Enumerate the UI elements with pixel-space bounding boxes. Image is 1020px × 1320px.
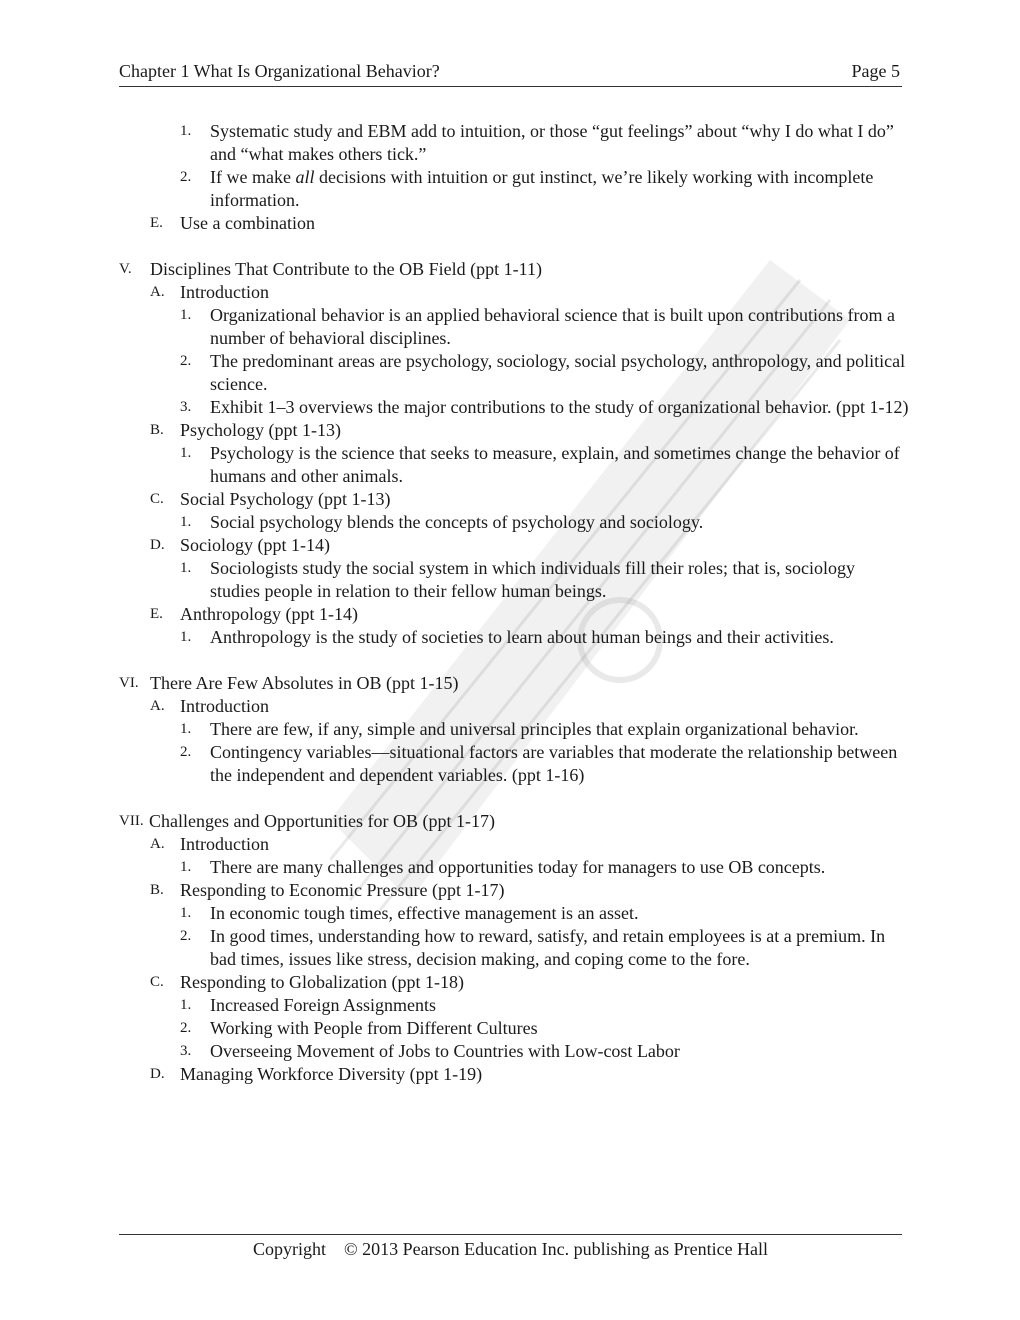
list-marker: 3. (180, 1043, 192, 1059)
list-marker: 1. (180, 307, 192, 323)
list-marker: D. (150, 537, 165, 553)
chapter-title: Chapter 1 What Is Organizational Behavior? (119, 61, 440, 81)
list-item (119, 442, 909, 488)
subsection-item (119, 534, 909, 557)
subsection-item (119, 971, 909, 994)
section-heading (119, 810, 909, 833)
list-item (119, 994, 909, 1017)
subsection-item (119, 879, 909, 902)
page-header (119, 60, 902, 87)
subsection-item (119, 603, 909, 626)
list-marker: E. (150, 606, 163, 622)
page-number: Page 5 (851, 61, 900, 81)
list-marker: 2. (180, 744, 192, 760)
item-text: Contingency variables—situational factors are variables that moderate the relationship between the independent and dependent variables. (ppt 1-16) (210, 742, 898, 785)
item-text: Working with People from Different Cultures (210, 1018, 538, 1038)
list-item (119, 166, 909, 212)
item-text: There are many challenges and opportunities today for managers to use OB concepts. (210, 857, 826, 877)
subsection-item (119, 212, 909, 235)
item-text: Anthropology is the study of societies to learn about human beings and their activities. (210, 627, 834, 647)
copyright-text: Copyright © 2013 Pearson Education Inc. publishing as Prentice Hall (252, 1239, 769, 1259)
item-text: There are few, if any, simple and universal principles that explain organizational behavior. (210, 719, 859, 739)
subsection-item (119, 695, 909, 718)
subsection-item (119, 833, 909, 856)
item-text: There Are Few Absolutes in OB (ppt 1-15) (150, 673, 459, 693)
item-text: Anthropology (ppt 1-14) (180, 604, 358, 624)
item-text: Overseeing Movement of Jobs to Countries with Low-cost Labor (210, 1041, 680, 1061)
list-item (119, 718, 909, 741)
subsection-item (119, 1063, 909, 1086)
list-item (119, 1040, 909, 1063)
list-marker: 1. (180, 859, 192, 875)
item-text: Exhibit 1–3 overviews the major contributions to the study of organizational behavior. (ppt 1-12) (210, 397, 909, 417)
list-marker: B. (150, 882, 164, 898)
item-text: Disciplines That Contribute to the OB Field (ppt 1-11) (150, 259, 542, 279)
list-item (119, 741, 909, 787)
section-gap (119, 235, 909, 258)
outline-body (119, 120, 909, 1086)
list-item (119, 120, 909, 166)
list-marker: 1. (180, 123, 192, 139)
list-marker: C. (150, 491, 164, 507)
list-item (119, 350, 909, 396)
list-item (119, 856, 909, 879)
item-text: Psychology is the science that seeks to measure, explain, and sometimes change the behavior of humans and other animals. (210, 443, 900, 486)
item-text: Psychology (ppt 1-13) (180, 420, 341, 440)
list-marker: A. (150, 836, 165, 852)
text-part: decisions with intuition or gut instinct, we’re likely working with incomplete information. (210, 167, 874, 210)
list-marker: 1. (180, 629, 192, 645)
list-item (119, 557, 909, 603)
item-text: Challenges and Opportunities for OB (ppt 1-17) (149, 811, 495, 831)
item-text: Introduction (180, 282, 269, 302)
list-marker: E. (150, 215, 163, 231)
list-item (119, 511, 909, 534)
list-marker: D. (150, 1066, 165, 1082)
section-gap (119, 649, 909, 672)
list-marker: 1. (180, 514, 192, 530)
list-marker: B. (150, 422, 164, 438)
list-marker: VII. (119, 813, 144, 829)
item-text: Organizational behavior is an applied behavioral science that is built upon contributions from a number of behavioral disciplines. (210, 305, 895, 348)
list-marker: VI. (119, 675, 139, 691)
list-marker: A. (150, 284, 165, 300)
item-text: Sociology (ppt 1-14) (180, 535, 330, 555)
item-text (210, 167, 873, 210)
text-part: If we make (210, 167, 296, 187)
item-text: Responding to Globalization (ppt 1-18) (180, 972, 464, 992)
subsection-item (119, 281, 909, 304)
subsection-item (119, 488, 909, 511)
item-text: Systematic study and EBM add to intuition, or those “gut feelings” about “why I do what I do” and “what makes others tick.” (210, 121, 894, 164)
item-text: The predominant areas are psychology, sociology, social psychology, anthropology, and political science. (210, 351, 906, 394)
list-marker: 1. (180, 905, 192, 921)
list-item (119, 902, 909, 925)
list-marker: 3. (180, 399, 192, 415)
list-item (119, 925, 909, 971)
list-item (119, 304, 909, 350)
list-item (119, 626, 909, 649)
item-text: Increased Foreign Assignments (210, 995, 436, 1015)
item-text: In good times, understanding how to reward, satisfy, and retain employees is at a premium. In bad times, issues like stress, decision making, and coping come to the fore. (210, 926, 886, 969)
item-text: Introduction (180, 834, 269, 854)
list-marker: C. (150, 974, 164, 990)
item-text: Managing Workforce Diversity (ppt 1-19) (180, 1064, 483, 1084)
list-marker: 1. (180, 721, 192, 737)
list-marker: 2. (180, 353, 192, 369)
list-item (119, 396, 909, 419)
list-item (119, 1017, 909, 1040)
list-marker: 1. (180, 560, 192, 576)
list-marker: 2. (180, 928, 192, 944)
item-text: Social psychology blends the concepts of psychology and sociology. (210, 512, 704, 532)
section-heading (119, 672, 909, 695)
item-text: Social Psychology (ppt 1-13) (180, 489, 391, 509)
list-marker: 2. (180, 169, 192, 185)
section-gap (119, 787, 909, 810)
list-marker: 1. (180, 445, 192, 461)
list-marker: V. (119, 261, 132, 277)
item-text: In economic tough times, effective management is an asset. (210, 903, 639, 923)
item-text: Responding to Economic Pressure (ppt 1-17) (180, 880, 505, 900)
emphasis-text: all (295, 167, 315, 187)
item-text: Introduction (180, 696, 269, 716)
list-marker: A. (150, 698, 165, 714)
item-text: Use a combination (180, 213, 315, 233)
section-heading (119, 258, 909, 281)
page-footer (119, 1234, 902, 1260)
subsection-item (119, 419, 909, 442)
list-marker: 2. (180, 1020, 192, 1036)
list-marker: 1. (180, 997, 192, 1013)
item-text: Sociologists study the social system in which individuals fill their roles; that is, sociology studies people in relation to their fellow human beings. (210, 558, 855, 601)
